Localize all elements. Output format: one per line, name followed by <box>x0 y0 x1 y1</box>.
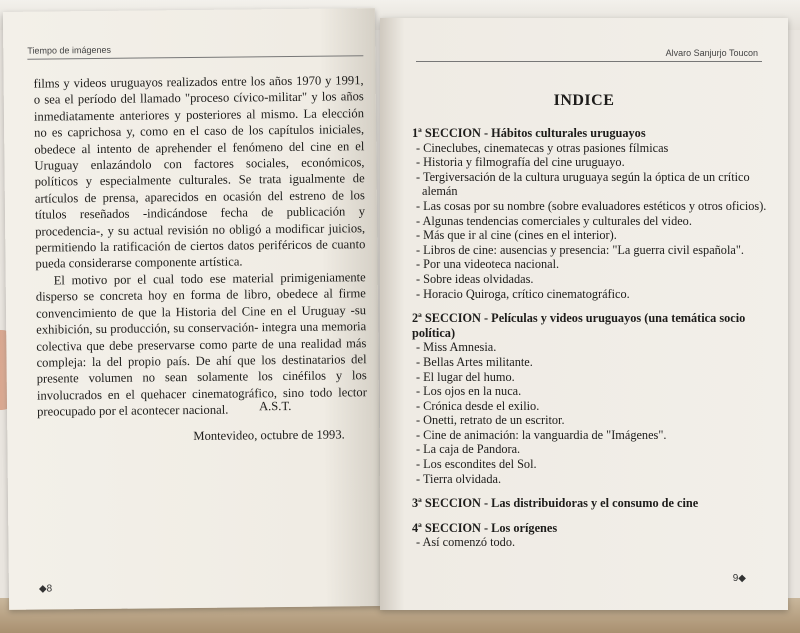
right-running-head: Alvaro Sanjurjo Toucon <box>665 48 758 58</box>
toc-entry: - Tergiversación de la cultura uruguaya según la óptica de un crítico alemán <box>416 169 750 199</box>
section-heading: 2ª SECCION - Películas y videos uruguayos (una temática socio política) <box>412 311 746 340</box>
left-body-text <box>34 72 368 420</box>
toc-entry: - Miss Amnesia. <box>416 340 497 355</box>
right-page-number: 9◆ <box>732 573 746 584</box>
paragraph: films y videos uruguayos realizados entre los años 1970 y 1991, o sea el período del llamado "proceso cívico-militar" y los años inmediatamente anteriores y posteriores al mismo. La elección no es caprichosa y, como en el caso de los capítulos iniciales, obedece al intento de aprehender el fenómeno del cine en el Uruguay enlazándolo con factores sociales, económicos, políticos y especialmente culturales. Se trata igualmente de artículos de prensa, aparecidos en ocasión del estreno de los títulos reseñados -indicándose fecha de publicación y procedencia-, y su actual revisión no obligó a modificar juicios, permitiendo la ratificación de ciertos datos periféricos de cuanto pueda considerarse componente artística. <box>33 73 366 272</box>
toc-entry: - Onetti, retrato de un escritor. <box>416 413 565 428</box>
toc-entry: - Los ojos en la nuca. <box>416 384 522 399</box>
right-header-rule <box>416 61 762 62</box>
signature-initials: A.S.T. <box>258 398 292 414</box>
toc-entry: - Libros de cine: ausencias y presencia: "La guerra civil española". <box>416 242 744 257</box>
left-page <box>3 8 381 610</box>
toc-entry: - Más que ir al cine (cines en el interior). <box>416 228 617 243</box>
paragraph: El motivo por el cual todo ese material primigeniamente disperso se concreta hoy en forma de libro, obedece al firme convencimiento de que la Historia del Cine en el Uruguay -su exhibición, su producción, su conservación- integra una memoria colectiva que debe preservarse como parte de una realidad más compleja: la del propio país. De ahí que los destinatarios del presente volumen no sean solamente los cinéfilos y los involucrados en el quehacer cinematográfico, sino todo lector preocupado por el acontecer nacional. <box>35 270 367 419</box>
toc-entry: - Las cosas por su nombre (sobre evaluadores estéticos y otros oficios). <box>416 198 767 213</box>
left-header-rule <box>27 55 363 60</box>
left-running-head: Tiempo de imágenes <box>27 44 112 56</box>
toc-entry: - Tierra olvidada. <box>416 471 502 486</box>
toc-entry: - Horacio Quiroga, crítico cinematográfico. <box>416 286 630 301</box>
toc-entry: - Así comenzó todo. <box>416 535 516 550</box>
left-page-number: ◆8 <box>38 583 53 595</box>
toc-entry: - Algunas tendencias comerciales y culturales del video. <box>416 213 692 228</box>
table-of-contents <box>412 126 770 550</box>
toc-entry: - La caja de Pandora. <box>416 442 521 457</box>
section-heading: 1ª SECCION - Hábitos culturales uruguayos <box>412 126 646 140</box>
toc-entry: - Cine de animación: la vanguardia de "Imágenes". <box>416 427 667 442</box>
toc-entry: - Bellas Artes militante. <box>416 354 533 369</box>
index-title: INDICE <box>553 92 615 109</box>
toc-entry: - Los escondites del Sol. <box>416 457 537 472</box>
place-date: Montevideo, octubre de 1993. <box>193 427 345 443</box>
toc-entry: - Cineclubes, cinematecas y otras pasiones fílmicas <box>416 140 669 155</box>
section-heading: 4ª SECCION - Los orígenes <box>412 520 558 535</box>
toc-entry: - Por una videoteca nacional. <box>416 257 560 272</box>
toc-entry: - Crónica desde el exilio. <box>416 398 540 413</box>
toc-entry: - El lugar del humo. <box>416 369 515 384</box>
toc-entry: - Historia y filmografía del cine uruguayo. <box>416 155 625 170</box>
toc-entry: - Sobre ideas olvidadas. <box>416 271 534 286</box>
right-page <box>380 18 788 610</box>
section-heading: 3ª SECCION - Las distribuidoras y el consumo de cine <box>412 496 699 511</box>
